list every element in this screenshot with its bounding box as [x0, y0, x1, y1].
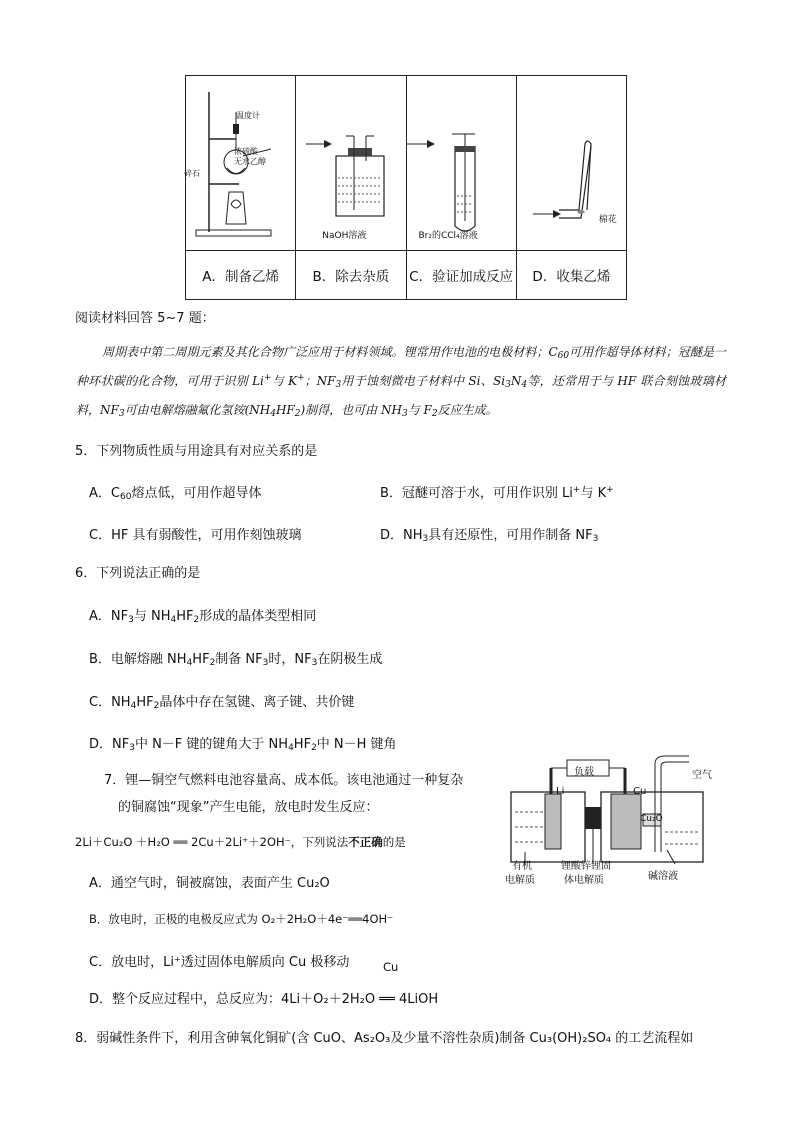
q5-b-sup: +	[572, 485, 581, 495]
q7-equation-end: 的是	[382, 835, 406, 849]
material-sub: 3	[118, 409, 125, 419]
q6-b-text: HF	[192, 652, 210, 667]
apparatus-b-cell	[296, 76, 406, 251]
material-sup: +	[263, 373, 272, 383]
q6-stem: 6．下列说法正确的是	[75, 566, 201, 581]
material-text: 与 K	[271, 374, 298, 388]
q5-option-c: C．HF 具有弱酸性，可用作刻蚀玻璃	[89, 528, 302, 543]
reading-intro: 阅读材料回答 5~7 题：	[75, 311, 215, 326]
q6-b-sub: 2	[209, 658, 216, 668]
q5-d-text: 具有还原性，可用作制备 NF	[428, 528, 593, 543]
caption-b: B．除去杂质	[296, 251, 406, 300]
fig-left-label1: 有机	[512, 861, 532, 872]
q7-not-correct: 不正确	[348, 835, 383, 849]
q6-b-text: 制备 NF	[215, 652, 263, 667]
q6-c-text: 晶体中存在氢键、离子键、共价键	[159, 695, 355, 710]
q6-a-sub: 2	[193, 615, 200, 625]
material-sub: 60	[557, 351, 570, 361]
q6-option-b	[89, 648, 382, 667]
material-sub: 3	[401, 409, 408, 419]
q6-a-text: 与 NH	[133, 609, 171, 624]
q5-d-sub: 3	[422, 534, 429, 544]
q6-c-sub: 2	[153, 701, 160, 711]
q6-c-text: C．NH	[89, 695, 131, 710]
q6-d-text: 中 N－F 键的键角大于 NH	[134, 737, 289, 752]
fig-b-label: NaOH溶液	[322, 231, 367, 241]
material-sub: 4	[270, 409, 276, 419]
material-text: N	[510, 374, 522, 388]
q6-b-sub: 3	[262, 658, 269, 668]
fig-left-label2: 电解质	[505, 875, 535, 886]
material-sub: 3	[505, 380, 511, 390]
q5-b-text: B．冠醚可溶于水，可用作识别 Li	[380, 486, 573, 501]
material-text: 周期表中第二周期元素及其化合物广泛应用于材料领域。锂常用作电池的电极材料；C	[102, 345, 558, 359]
q5-option-a	[89, 482, 261, 501]
apparatus-d-cell	[516, 76, 626, 251]
q6-a-sub: 3	[128, 615, 134, 625]
fig-load-label: 负载	[574, 767, 594, 778]
q6-d-sub: 2	[311, 743, 317, 753]
material-text: ；NF	[304, 374, 336, 388]
caption-c: C．验证加成反应	[406, 251, 516, 300]
fig-d-label: 棉花	[598, 215, 617, 225]
q7-option-b: B．放电时，正极的电极反应式为 O₂＋2H₂O＋4e⁻══4OH⁻	[89, 912, 394, 926]
q6-c-text: HF	[136, 695, 154, 710]
q6-option-a	[89, 605, 316, 624]
apparatus-table	[185, 75, 627, 300]
q7-option-d: D．整个反应过程中，总反应为：4Li＋O₂＋2H₂O ══ 4LiOH	[89, 992, 439, 1007]
material-text: 可由电解熔融氟化氢铵(NH	[124, 403, 271, 417]
q7-option-a: A．通空气时，铜被腐蚀，表面产生 Cu₂O	[89, 876, 330, 891]
q7-equation	[75, 834, 406, 850]
q6-b-text: B．电解熔融 NH	[89, 652, 187, 667]
q6-d-sub: 4	[288, 743, 294, 753]
q5-stem: 5．下列物质性质与用途具有对应关系的是	[75, 444, 318, 459]
apparatus-c-cell	[406, 76, 516, 251]
q6-b-text: 时，NF	[268, 652, 312, 667]
caption-a: A．制备乙烯	[186, 251, 296, 300]
q6-d-text: 中 N－H 键角	[316, 737, 397, 752]
material-text: HF	[275, 403, 295, 417]
fig-a-label-acid: 浓硫酸	[234, 147, 258, 156]
material-sub: 2	[294, 409, 301, 419]
fig-right-label: 碱溶液	[648, 871, 678, 882]
material-text: 与 F	[407, 403, 432, 417]
material-sup: +	[297, 373, 305, 383]
fig-cu2o-label: Cu₂O	[640, 814, 663, 824]
q6-c-sub: 4	[130, 701, 137, 711]
q6-a-text: A．NF	[89, 609, 129, 624]
material-sub: 2	[431, 409, 438, 419]
q6-option-d	[89, 733, 397, 752]
fig-li-label: Li	[556, 786, 565, 797]
fig-a-label-stones: 碎石	[184, 169, 200, 178]
q7-equation-text: 2Li＋Cu₂O ＋H₂O ══ 2Cu＋2Li⁺＋2OH⁻，下列说法	[75, 835, 349, 849]
q6-d-text: HF	[293, 737, 312, 752]
material-text: )制得，也可由 NH	[300, 403, 402, 417]
reading-material	[76, 338, 726, 425]
q5-a-sub: 60	[119, 492, 132, 502]
q6-b-sub: 3	[311, 658, 318, 668]
q6-a-sub: 4	[170, 615, 177, 625]
fig-c-label: Br₂的CCl₄溶液	[418, 231, 478, 241]
q6-a-text: HF	[176, 609, 194, 624]
fig-air-label: 空气	[692, 770, 712, 781]
material-text: 可用作超导体材料；冠醚是一种环状碳的化合物，可用于识别 Li	[76, 345, 726, 388]
fig-a-label-ethanol: 无水乙醇	[234, 157, 266, 166]
q5-b-sup: +	[606, 485, 614, 495]
material-sub: 3	[335, 380, 342, 390]
material-sub: 4	[521, 380, 528, 390]
fig-mid-label2: 体电解质	[564, 875, 604, 886]
q7-stem-line1: 7．锂—铜空气燃料电池容量高、成本低。该电池通过一种复杂	[104, 773, 464, 788]
q8-stem: 8．弱碱性条件下，利用含砷氧化铜矿(含 CuO、As₂O₃及少量不溶性杂质)制备 Cu₃(OH)₂SO₄ 的工艺流程如	[75, 1031, 694, 1046]
q6-a-text: 形成的晶体类型相同	[199, 609, 317, 624]
q6-d-sub: 3	[129, 743, 135, 753]
material-text: 反应生成。	[437, 403, 498, 417]
q6-d-text: D．NF	[89, 737, 130, 752]
q5-b-text: 与 K	[580, 486, 607, 501]
material-text: 等，还常用于与 HF 联合刻蚀玻璃材料，NF	[76, 374, 727, 417]
fig-a-label-thermometer: 温度计	[236, 111, 260, 120]
apparatus-a-cell	[186, 76, 296, 251]
q5-option-d	[380, 524, 598, 543]
caption-d: D．收集乙烯	[516, 251, 626, 300]
q6-b-text: 在阴极生成	[317, 652, 383, 667]
material-text: 用于蚀刻微电子材料中 Si、Si	[341, 374, 506, 388]
q5-d-sub: 3	[592, 534, 599, 544]
ethylene-collection-figure	[519, 126, 629, 246]
q7-stem-line2: 的铜腐蚀“现象”产生电能，放电时发生反应：	[118, 800, 379, 815]
q5-a-text: A．C	[89, 486, 120, 501]
q6-option-c	[89, 691, 354, 710]
q5-d-text: D．NH	[380, 528, 423, 543]
q6-b-sub: 4	[186, 658, 193, 668]
fig-mid-label1: 锂酸锌锂固	[561, 861, 611, 872]
q5-option-b	[380, 482, 614, 501]
q7-stray-cu: Cu	[383, 960, 399, 974]
q7-option-c: C．放电时，Li⁺透过固体电解质向 Cu 极移动	[89, 955, 350, 970]
q5-a-text: 熔点低，可用作超导体	[131, 486, 262, 501]
fig-cu-label: Cu	[633, 786, 647, 797]
